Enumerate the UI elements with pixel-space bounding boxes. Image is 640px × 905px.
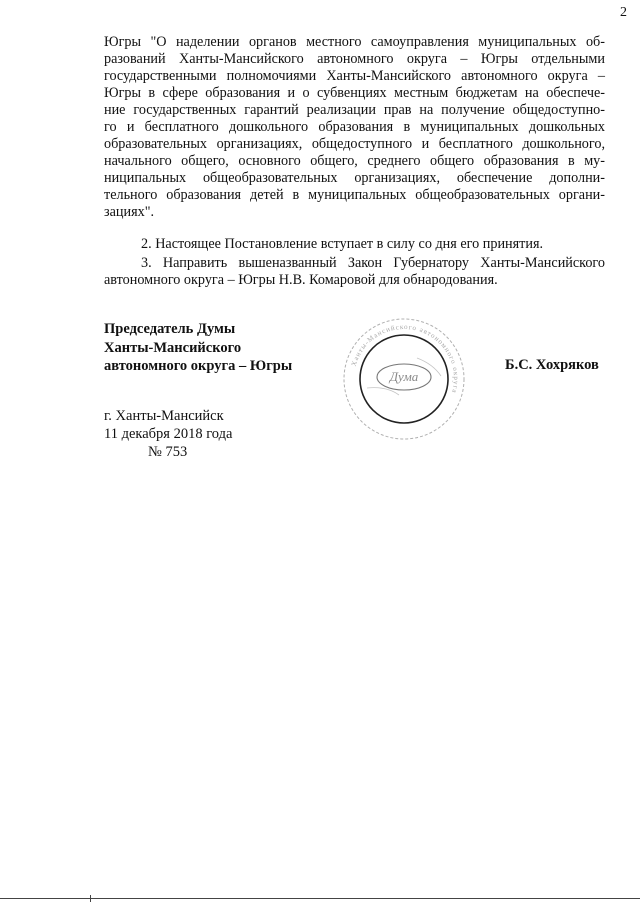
text-line: Югры "О наделении органов местного самоуправления муниципальных об- <box>104 34 605 50</box>
seal-ring-text: Ханты-Мансийского автономного округа <box>349 322 461 395</box>
text-line: 2. Настоящее Постановление вступает в силу со дня его принятия. <box>141 236 544 252</box>
text-line: го и бесплатного дошкольного образования в муниципальных дошкольных <box>104 119 605 135</box>
text-line: ние государственных гарантий реализации прав на получение общедоступно- <box>104 102 605 118</box>
text-line: государственными полномочиями Ханты-Мансийского автономного округа – <box>104 68 605 84</box>
text-line: начального общего, основного общего, среднего общего образования в му- <box>104 153 605 169</box>
footer-rule <box>0 898 640 899</box>
text-line: Югры в сфере образования и о субвенциях местным бюджетам на обеспече- <box>104 85 605 101</box>
text-line: тельного образования детей в муниципальных общеобразовательных органи- <box>104 187 605 203</box>
text-line: зациях". <box>104 204 155 220</box>
page-number: 2 <box>620 5 627 20</box>
text-line: образовательных организациях, общедоступного и бесплатного дошкольного, <box>104 136 605 152</box>
text-line: ниципальных общеобразовательных организациях, обеспечение дополни- <box>104 170 605 186</box>
signature-title-line: Ханты-Мансийского <box>104 339 242 356</box>
text-line: разований Ханты-Мансийского автономного округа – Югры отдельными <box>104 51 605 67</box>
place: г. Ханты-Мансийск <box>104 408 224 424</box>
text-line: автономного округа – Югры Н.В. Комаровой для обнародования. <box>104 272 498 288</box>
signature-title-line: автономного округа – Югры <box>104 358 293 374</box>
paragraph-3 <box>104 255 605 289</box>
text-line: 3. Направить вышеназванный Закон Губернатору Ханты-Мансийского <box>141 255 605 271</box>
paragraph-1 <box>104 34 605 221</box>
signatory-name: Б.С. Хохряков <box>505 357 599 373</box>
signature-title-line: Председатель Думы <box>104 321 236 337</box>
place-date-block <box>104 407 232 461</box>
seal-center-text: Дума <box>389 369 419 384</box>
paragraph-2 <box>141 236 611 253</box>
official-seal <box>337 318 471 440</box>
footer-tick <box>90 895 91 902</box>
signature-title <box>104 320 292 376</box>
date: 11 декабря 2018 года <box>104 426 233 442</box>
document-number: № 753 <box>148 444 188 460</box>
